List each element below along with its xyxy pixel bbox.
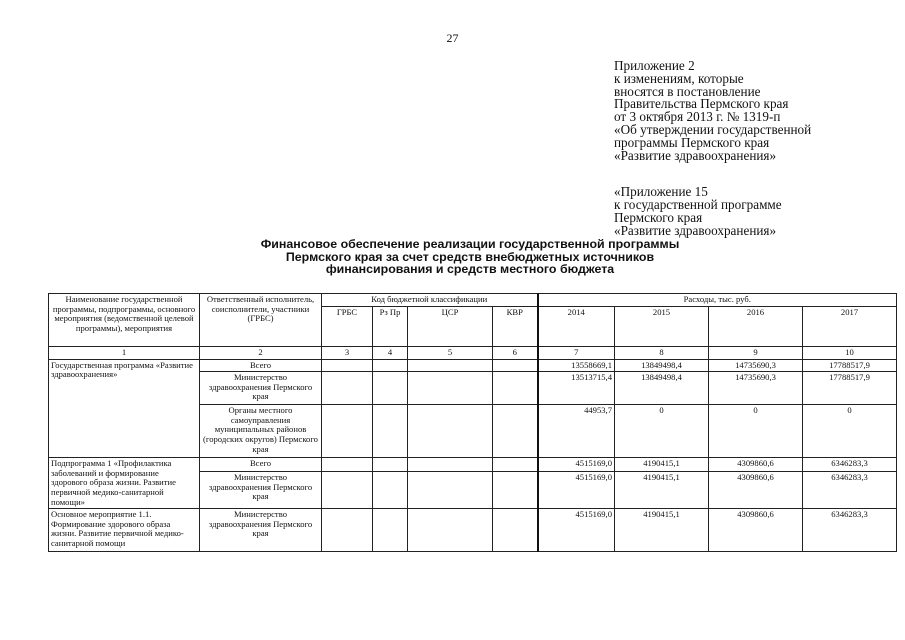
value-cell: 13513715,4	[538, 372, 615, 405]
appendix-line: к государственной программе	[614, 197, 782, 213]
appendix-line: «Приложение 15	[614, 184, 708, 200]
executor-cell: Министерство здравоохранения Пермского края	[200, 472, 322, 509]
value-cell: 4190415,1	[615, 472, 709, 509]
header-csr: ЦСР	[408, 307, 493, 347]
value-cell: 0	[615, 405, 709, 458]
title-line: Финансовое обеспечение реализации государственной программы	[260, 237, 680, 251]
appendix-line: к изменениям, которые	[614, 70, 744, 86]
header-expenses: Расходы, тыс. руб.	[538, 294, 897, 307]
appendix-block	[614, 60, 884, 238]
col-number: 5	[408, 347, 493, 360]
appendix-line: вносятся в постановление	[614, 83, 761, 99]
header-budget-code: Код бюджетной классификации	[322, 294, 538, 307]
value-cell: 0	[709, 405, 803, 458]
col-number: 1	[49, 347, 200, 360]
program-name: Государственная программа «Развитие здравоохранения»	[49, 359, 200, 458]
value-cell: 14735690,3	[709, 372, 803, 405]
value-cell: 13849498,4	[615, 359, 709, 372]
executor-cell: Министерство здравоохранения Пермского края	[200, 372, 322, 405]
table-row	[49, 509, 897, 552]
appendix-line: Пермского края	[614, 209, 703, 225]
value-cell: 44953,7	[538, 405, 615, 458]
document-title	[200, 238, 740, 276]
value-cell: 17788517,9	[803, 359, 897, 372]
col-number: 3	[322, 347, 373, 360]
executor-cell: Всего	[200, 458, 322, 472]
financing-table	[48, 293, 897, 552]
header-executor: Ответственный исполнитель, соисполнители, участники (ГРБС)	[200, 294, 322, 347]
header-2015: 2015	[615, 307, 709, 347]
col-number: 8	[615, 347, 709, 360]
appendix-line: «Об утверждении государственной	[614, 121, 812, 137]
activity-name: Основное мероприятие 1.1. Формирование здорового образа жизни. Развитие первичной медико-санитарной помощи	[49, 509, 200, 552]
value-cell: 14735690,3	[709, 359, 803, 372]
value-cell: 4515169,0	[538, 458, 615, 472]
appendix-line: Приложение 2	[614, 58, 695, 73]
value-cell: 6346283,3	[803, 472, 897, 509]
col-number: 9	[709, 347, 803, 360]
value-cell: 4190415,1	[615, 458, 709, 472]
executor-cell: Министерство здравоохранения Пермского края	[200, 509, 322, 552]
header-2017: 2017	[803, 307, 897, 347]
table-row	[49, 458, 897, 472]
col-number: 6	[493, 347, 538, 360]
appendix-line: «Развитие здравоохранения»	[614, 222, 777, 238]
header-2014: 2014	[538, 307, 615, 347]
header-kvr: КВР	[493, 307, 538, 347]
appendix-line: от 3 октября 2013 г. № 1319-п	[614, 109, 781, 125]
col-number: 4	[373, 347, 408, 360]
header-grbs: ГРБС	[322, 307, 373, 347]
executor-cell: Всего	[200, 359, 322, 372]
header-name: Наименование государственной программы, подпрограммы, основного мероприятия (ведомственной целевой программы), мероприятия	[49, 294, 200, 347]
executor-cell: Органы местного самоуправления муниципальных районов (городских округов) Пермского края	[200, 405, 322, 458]
value-cell: 4515169,0	[538, 472, 615, 509]
page-number: 27	[446, 31, 459, 45]
appendix-spacer	[614, 162, 884, 186]
value-cell: 4515169,0	[538, 509, 615, 552]
value-cell: 13558669,1	[538, 359, 615, 372]
value-cell: 4309860,6	[709, 472, 803, 509]
value-cell: 4190415,1	[615, 509, 709, 552]
col-number: 7	[538, 347, 615, 360]
appendix-line: Правительства Пермского края	[614, 96, 789, 112]
value-cell: 6346283,3	[803, 509, 897, 552]
value-cell: 13849498,4	[615, 372, 709, 405]
value-cell: 17788517,9	[803, 372, 897, 405]
value-cell: 4309860,6	[709, 458, 803, 472]
table-row	[49, 359, 897, 372]
header-rzpr: Рз Пр	[373, 307, 408, 347]
col-number: 2	[200, 347, 322, 360]
appendix-line: «Развитие здравоохранения»	[614, 147, 777, 163]
title-line: финансирования и средств местного бюджета	[325, 262, 615, 277]
header-2016: 2016	[709, 307, 803, 347]
value-cell: 4309860,6	[709, 509, 803, 552]
title-line: Пермского края за счет средств внебюджетных источников	[285, 249, 655, 264]
col-number: 10	[803, 347, 897, 360]
subprogram-name: Подпрограмма 1 «Профилактика заболеваний и формирование здорового образа жизни. Развитие первичной медико-санитарной помощи»	[49, 458, 200, 509]
value-cell: 0	[803, 405, 897, 458]
value-cell: 6346283,3	[803, 458, 897, 472]
appendix-line: программы Пермского края	[614, 134, 770, 150]
